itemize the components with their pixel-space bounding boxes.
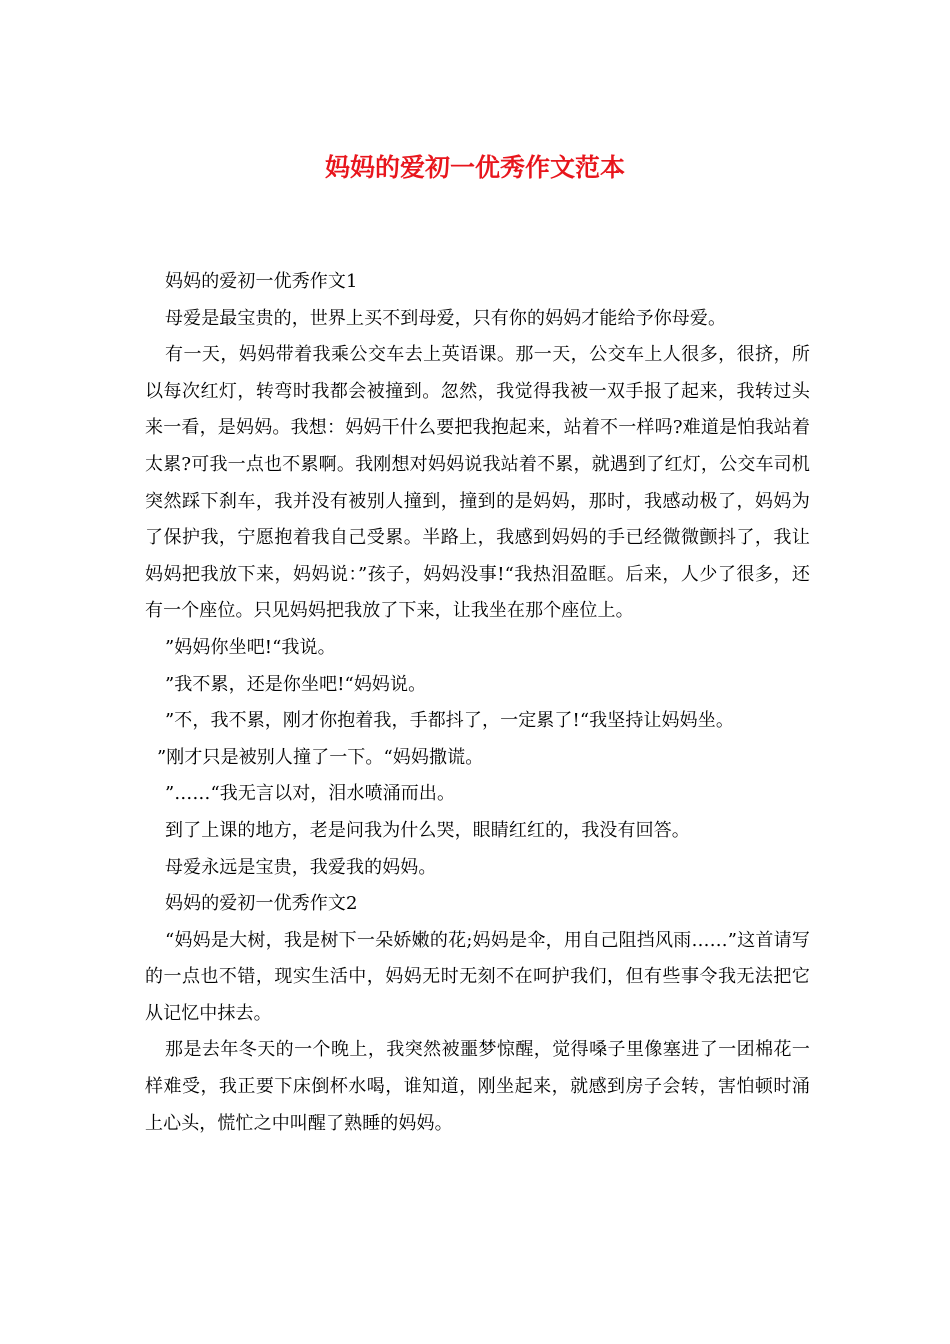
document-title: 妈妈的爱初一优秀作文范本 [324, 153, 625, 182]
document-body [145, 264, 810, 1142]
section-heading-1: 妈妈的爱初一优秀作文1 [165, 271, 358, 292]
section-heading-2: 妈妈的爱初一优秀作文2 [165, 893, 358, 915]
paragraph: 母爱是最宝贵的，世界上买不到母爱，只有你的妈妈才能给予你母爱。 [165, 307, 727, 329]
paragraph: 那是去年冬天的一个晚上，我突然被噩梦惊醒，觉得嗓子里像塞进了一团棉花一样难受，我正要下床倒杯水喝，谁知道，刚坐起来，就感到房子会转，害怕顿时涌上心头，慌忙之中叫醒了熟睡的妈妈。 [145, 1039, 810, 1134]
dialogue-line: ”刚才只是被别人撞了一下。“妈妈撒谎。 [157, 746, 484, 768]
dialogue-line: ”不，我不累，刚才你抱着我，手都抖了，一定累了!“我坚持让妈妈坐。 [165, 710, 734, 732]
paragraph: 母爱永远是宝贵，我爱我的妈妈。 [165, 856, 437, 878]
dialogue-line: ”我不累，还是你坐吧!“妈妈说。 [165, 673, 427, 695]
paragraph: 有一天，妈妈带着我乘公交车去上英语课。那一天，公交车上人很多，很挤，所以每次红灯，转弯时我都会被撞到。忽然，我觉得我被一双手报了起来，我转过头来一看，是妈妈。我想：妈妈干什么要把我抱起来，站着不一样吗?难道是怕我站着太累?可我一点也不累啊。我刚想对妈妈说我站着不累，就遇到了红灯，公交车司机突然踩下刹车，我并没有被别人撞到，撞到的是妈妈，那时，我感动极了，妈妈为了保护我，宁愿抱着我自己受累。半路上，我感到妈妈的手已经微微颤抖了，我让妈妈把我放下来，妈妈说：”孩子，妈妈没事!“我热泪盈眶。后来，人少了很多，还有一个座位。只见妈妈把我放了下来，让我坐在那个座位上。 [145, 344, 810, 622]
dialogue-line: ”妈妈你坐吧!“我说。 [165, 636, 336, 658]
paragraph: 到了上课的地方，老是问我为什么哭，眼睛红红的，我没有回答。 [165, 819, 690, 841]
dialogue-line: ”……“我无言以对，泪水喷涌而出。 [165, 783, 456, 805]
paragraph: “妈妈是大树，我是树下一朵娇嫩的花;妈妈是伞，用自己阻挡风雨……”这首请写的一点也不错，现实生活中，妈妈无时无刻不在呵护我们，但有些事令我无法把它从记忆中抹去。 [145, 929, 810, 1024]
